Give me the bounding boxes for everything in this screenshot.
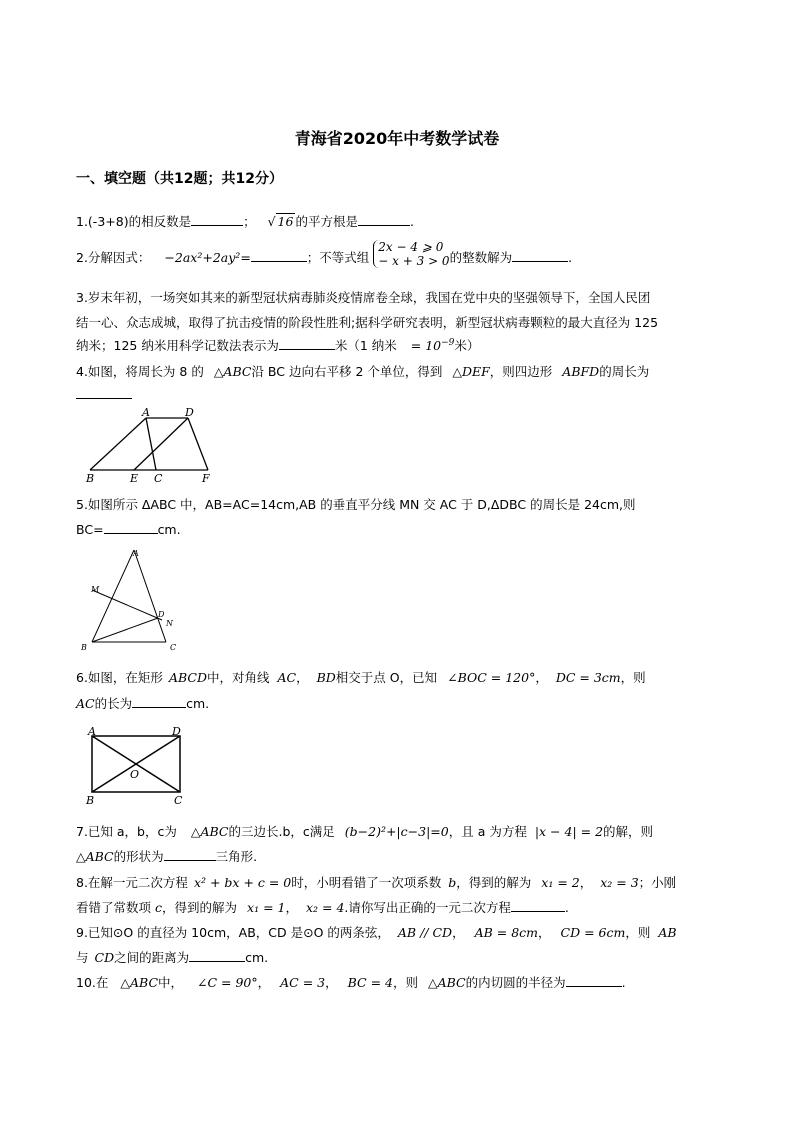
- label-n: N: [166, 619, 173, 628]
- question-2: 2.分解因式： −2ax²+2ay²= ；不等式组 2x − 4 ⩾ 0 − x + 3 > 0的整数解为 .: [76, 239, 573, 268]
- question-8-line-2: 看错了常数项 c，得到的解为 x₁ = 1， x₂ = 4.请你写出正确的一元二次方程 .: [76, 900, 569, 915]
- question-9: 9.已知⊙O 的直径为 10cm，AB，CD 是⊙O 的两条弦， AB // CD， AB = 8cm， CD = 6cm，则 AB: [76, 925, 677, 940]
- answer-blank[interactable]: [251, 249, 307, 262]
- question-5-line-1: 5.如图所示 ΔABC 中，AB=AC=14cm,AB 的垂直平分线 MN 交 AC 于 D,ΔDBC 的周长是 24cm,则: [76, 497, 636, 512]
- label-c: C: [174, 794, 183, 807]
- inequality-system: 2x − 4 ⩾ 0 − x + 3 > 0: [373, 240, 449, 268]
- question-1: 1.(-3+8)的相反数是 ； √ 16 的平方根是 .: [76, 214, 414, 229]
- label-b: B: [86, 794, 95, 807]
- section-heading: 一、填空题（共12题；共12分）: [76, 171, 283, 187]
- label-e: E: [130, 472, 139, 484]
- label-d: D: [185, 406, 194, 419]
- figure-isosceles-triangle: [78, 544, 188, 656]
- question-3-line-3: 纳米；125 纳米用科学记数法表示为 米（1 纳米 = $10^{-9}$米）: [76, 337, 480, 353]
- label-a: A: [88, 726, 96, 738]
- question-7: 7.已知 a，b，c为 △ABC的三边长.b，c满足 (b−2)²+|c−3|=0，且 a 为方程 |x − 4| = 2的解，则: [76, 824, 654, 839]
- figure-parallelogram: [80, 404, 220, 484]
- figure-rectangle: [84, 726, 190, 808]
- answer-blank[interactable]: [566, 974, 622, 987]
- answer-blank[interactable]: [164, 848, 216, 861]
- answer-blank[interactable]: [511, 899, 565, 912]
- question-5-line-2: BC= cm.: [76, 522, 181, 537]
- label-f: F: [202, 472, 210, 484]
- label-d: D: [172, 726, 181, 738]
- label-d: D: [158, 610, 165, 619]
- answer-blank[interactable]: [189, 949, 245, 962]
- answer-blank[interactable]: [191, 213, 243, 226]
- question-6: 6.如图，在矩形 ABCD中，对角线 AC， BD相交于点 O，已知 ∠BOC = 120°， DC = 3cm，则: [76, 670, 646, 685]
- answer-blank[interactable]: [104, 521, 158, 534]
- answer-blank[interactable]: [358, 213, 410, 226]
- label-b: B: [81, 643, 87, 652]
- label-o: O: [130, 768, 140, 781]
- label-c: C: [154, 472, 163, 484]
- label-m: M: [91, 585, 100, 594]
- answer-blank[interactable]: [512, 249, 568, 262]
- question-8: 8.在解一元二次方程 x² + bx + c = 0时，小明看错了一次项系数 b，得到的解为 x₁ = 2， x₂ = 3；小刚: [76, 875, 677, 890]
- label-b: B: [86, 472, 95, 484]
- question-6-line-2: AC的长为 cm.: [76, 696, 210, 711]
- question-4: 4.如图，将周长为 8 的 △ABC沿 BC 边向右平移 2 个单位，得到 △DEF，则四边形 ABFD的周长为: [76, 364, 650, 379]
- question-10: 10.在 △ABC中， ∠C = 90°， AC = 3， BC = 4，则 △ABC的内切圆的半径为 .: [76, 975, 626, 990]
- label-a: A: [142, 406, 150, 419]
- question-9-line-2: 与 CD之间的距离为 cm.: [76, 950, 269, 965]
- question-7-line-2: △ABC的形状为 三角形.: [76, 849, 258, 864]
- label-c: C: [170, 643, 177, 652]
- answer-blank[interactable]: [132, 695, 186, 708]
- label-a: A: [133, 549, 139, 558]
- question-3-line-1: 3.岁末年初，一场突如其来的新型冠状病毒肺炎疫情席卷全球，我国在党中央的坚强领导下，全国人民团: [76, 290, 651, 305]
- answer-blank[interactable]: [76, 386, 132, 399]
- answer-blank[interactable]: [279, 337, 335, 350]
- question-3-line-2: 结一心、众志成城，取得了抗击疫情的阶段性胜利;据科学研究表明，新型冠状病毒颗粒的最大直径为 125: [76, 315, 659, 330]
- page-title: 青海省2020年中考数学试卷: [294, 129, 500, 148]
